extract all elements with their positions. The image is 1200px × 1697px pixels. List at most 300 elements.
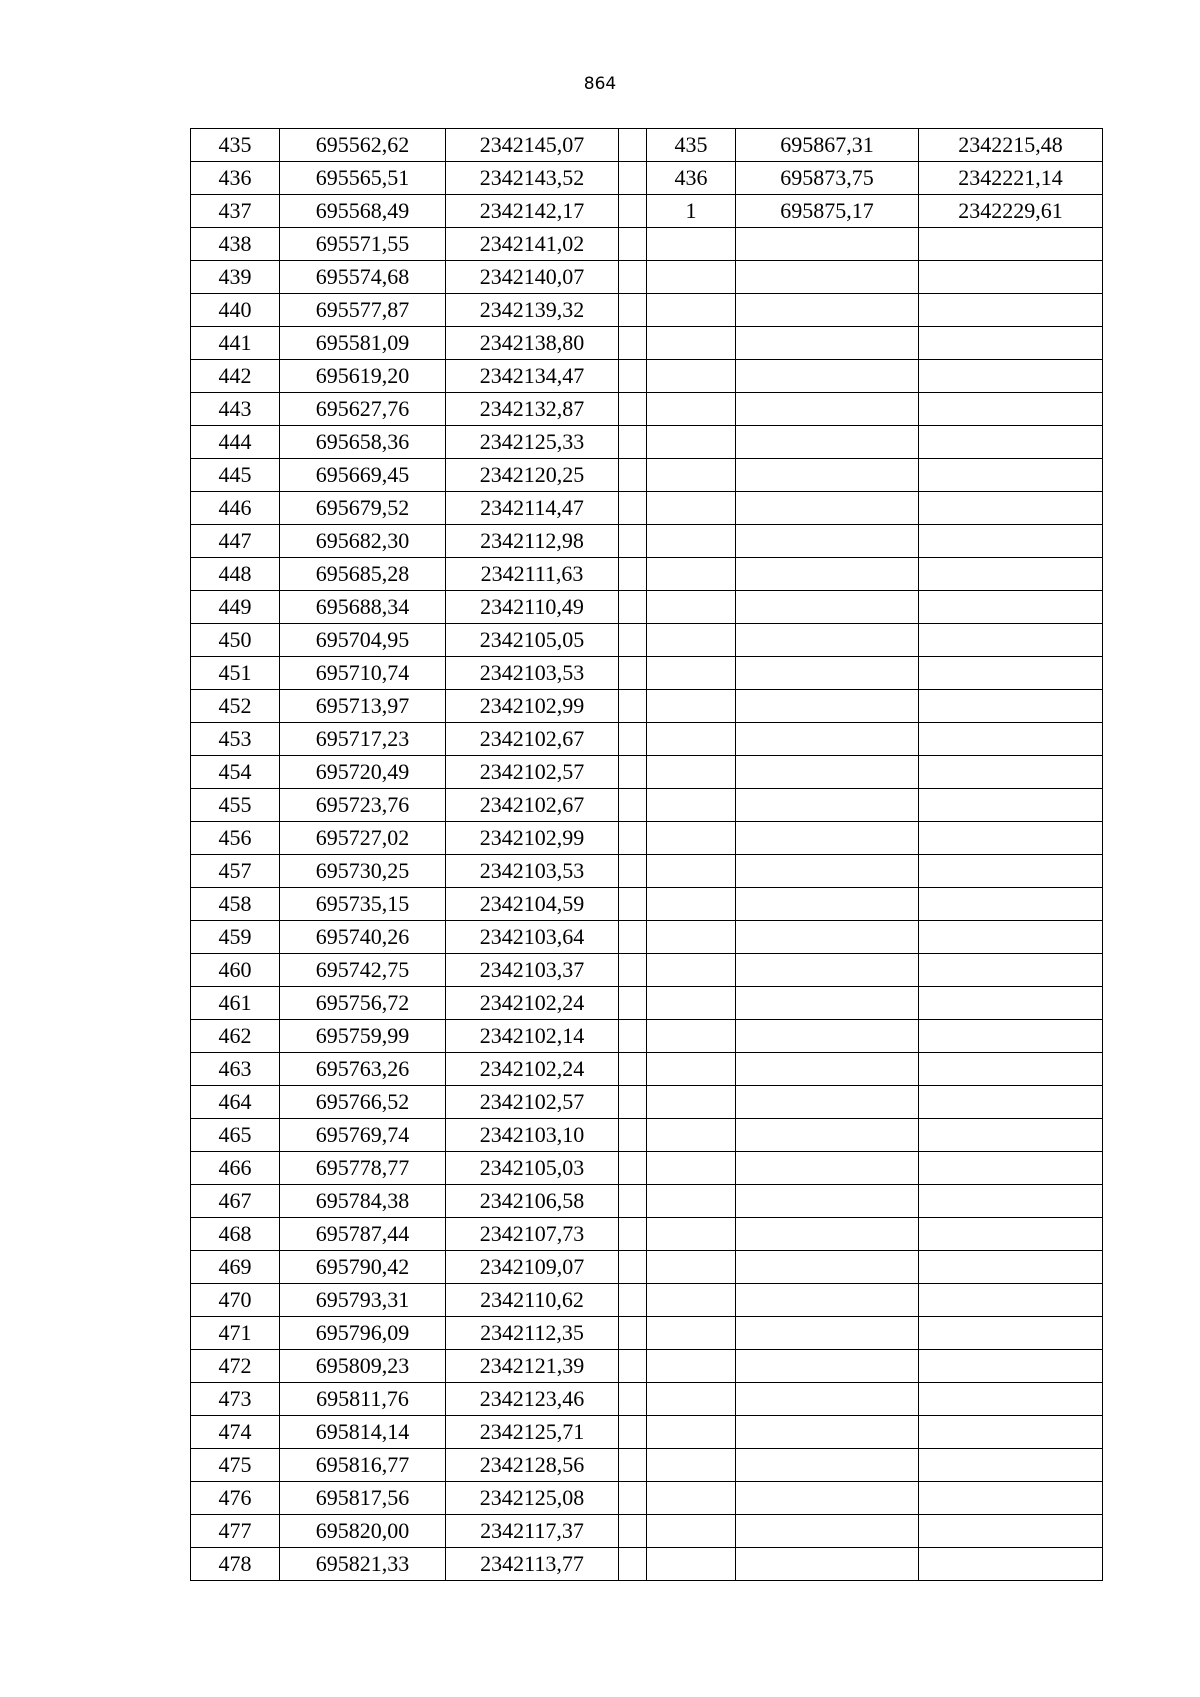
right-point-number (647, 1515, 736, 1548)
table-row (191, 921, 1103, 954)
right-y-coordinate (919, 855, 1103, 888)
left-x-coordinate: 695574,68 (280, 261, 446, 294)
spacer-cell (619, 1218, 647, 1251)
right-y-coordinate (919, 1284, 1103, 1317)
left-point-number: 475 (191, 1449, 280, 1482)
spacer-cell (619, 492, 647, 525)
left-x-coordinate: 695759,99 (280, 1020, 446, 1053)
left-y-coordinate: 2342125,08 (446, 1482, 619, 1515)
spacer-cell (619, 1119, 647, 1152)
right-x-coordinate (736, 1317, 919, 1350)
spacer-cell (619, 1416, 647, 1449)
right-point-number (647, 327, 736, 360)
left-point-number: 470 (191, 1284, 280, 1317)
left-y-coordinate: 2342112,98 (446, 525, 619, 558)
right-point-number (647, 558, 736, 591)
left-x-coordinate: 695735,15 (280, 888, 446, 921)
left-point-number: 450 (191, 624, 280, 657)
left-x-coordinate: 695562,62 (280, 129, 446, 162)
left-x-coordinate: 695790,42 (280, 1251, 446, 1284)
left-point-number: 447 (191, 525, 280, 558)
right-y-coordinate (919, 1515, 1103, 1548)
right-point-number (647, 228, 736, 261)
right-y-coordinate (919, 1548, 1103, 1581)
right-y-coordinate: 2342215,48 (919, 129, 1103, 162)
left-x-coordinate: 695817,56 (280, 1482, 446, 1515)
left-y-coordinate: 2342103,53 (446, 657, 619, 690)
left-y-coordinate: 2342138,80 (446, 327, 619, 360)
left-x-coordinate: 695682,30 (280, 525, 446, 558)
left-point-number: 439 (191, 261, 280, 294)
left-x-coordinate: 695796,09 (280, 1317, 446, 1350)
left-y-coordinate: 2342140,07 (446, 261, 619, 294)
spacer-cell (619, 558, 647, 591)
right-y-coordinate (919, 756, 1103, 789)
right-y-coordinate (919, 1020, 1103, 1053)
table-row (191, 1284, 1103, 1317)
left-y-coordinate: 2342103,53 (446, 855, 619, 888)
spacer-cell (619, 228, 647, 261)
right-point-number: 435 (647, 129, 736, 162)
right-x-coordinate (736, 1218, 919, 1251)
table-row (191, 789, 1103, 822)
left-y-coordinate: 2342106,58 (446, 1185, 619, 1218)
table-row (191, 1185, 1103, 1218)
coordinates-table-body (191, 129, 1103, 1581)
right-x-coordinate (736, 1119, 919, 1152)
page-number: 864 (583, 74, 617, 94)
left-point-number: 443 (191, 393, 280, 426)
table-row (191, 327, 1103, 360)
spacer-cell (619, 1284, 647, 1317)
left-x-coordinate: 695769,74 (280, 1119, 446, 1152)
right-y-coordinate (919, 624, 1103, 657)
left-point-number: 463 (191, 1053, 280, 1086)
left-x-coordinate: 695658,36 (280, 426, 446, 459)
table-row (191, 525, 1103, 558)
right-point-number (647, 657, 736, 690)
spacer-cell (619, 888, 647, 921)
right-x-coordinate: 695867,31 (736, 129, 919, 162)
right-x-coordinate (736, 1053, 919, 1086)
spacer-cell (619, 591, 647, 624)
left-y-coordinate: 2342143,52 (446, 162, 619, 195)
left-x-coordinate: 695679,52 (280, 492, 446, 525)
right-x-coordinate (736, 756, 919, 789)
left-point-number: 448 (191, 558, 280, 591)
spacer-cell (619, 162, 647, 195)
table-row (191, 723, 1103, 756)
left-point-number: 464 (191, 1086, 280, 1119)
spacer-cell (619, 954, 647, 987)
right-point-number (647, 591, 736, 624)
right-y-coordinate (919, 1218, 1103, 1251)
right-x-coordinate: 695875,17 (736, 195, 919, 228)
right-x-coordinate (736, 1548, 919, 1581)
right-y-coordinate (919, 591, 1103, 624)
left-x-coordinate: 695577,87 (280, 294, 446, 327)
left-point-number: 460 (191, 954, 280, 987)
left-x-coordinate: 695619,20 (280, 360, 446, 393)
table-row (191, 591, 1103, 624)
left-point-number: 442 (191, 360, 280, 393)
spacer-cell (619, 987, 647, 1020)
left-point-number: 469 (191, 1251, 280, 1284)
spacer-cell (619, 1185, 647, 1218)
right-point-number (647, 789, 736, 822)
left-y-coordinate: 2342107,73 (446, 1218, 619, 1251)
left-point-number: 472 (191, 1350, 280, 1383)
right-y-coordinate (919, 1185, 1103, 1218)
table-row (191, 228, 1103, 261)
left-x-coordinate: 695730,25 (280, 855, 446, 888)
right-point-number (647, 492, 736, 525)
right-x-coordinate (736, 1284, 919, 1317)
spacer-cell (619, 525, 647, 558)
right-x-coordinate (736, 327, 919, 360)
right-point-number (647, 1185, 736, 1218)
left-x-coordinate: 695793,31 (280, 1284, 446, 1317)
right-point-number (647, 1416, 736, 1449)
right-x-coordinate (736, 657, 919, 690)
right-x-coordinate (736, 1020, 919, 1053)
left-x-coordinate: 695816,77 (280, 1449, 446, 1482)
left-x-coordinate: 695787,44 (280, 1218, 446, 1251)
right-y-coordinate (919, 1383, 1103, 1416)
left-point-number: 451 (191, 657, 280, 690)
table-row (191, 987, 1103, 1020)
left-x-coordinate: 695581,09 (280, 327, 446, 360)
spacer-cell (619, 294, 647, 327)
left-x-coordinate: 695568,49 (280, 195, 446, 228)
left-point-number: 471 (191, 1317, 280, 1350)
right-point-number (647, 756, 736, 789)
table-row (191, 1020, 1103, 1053)
left-y-coordinate: 2342121,39 (446, 1350, 619, 1383)
left-point-number: 474 (191, 1416, 280, 1449)
left-point-number: 440 (191, 294, 280, 327)
right-x-coordinate (736, 1086, 919, 1119)
right-point-number (647, 888, 736, 921)
right-y-coordinate (919, 1152, 1103, 1185)
right-y-coordinate (919, 1251, 1103, 1284)
left-point-number: 478 (191, 1548, 280, 1581)
coordinates-table (190, 128, 1103, 1581)
spacer-cell (619, 129, 647, 162)
right-y-coordinate (919, 1449, 1103, 1482)
right-y-coordinate (919, 1317, 1103, 1350)
table-row (191, 657, 1103, 690)
spacer-cell (619, 1482, 647, 1515)
right-x-coordinate (736, 393, 919, 426)
table-row (191, 1482, 1103, 1515)
left-x-coordinate: 695821,33 (280, 1548, 446, 1581)
left-y-coordinate: 2342114,47 (446, 492, 619, 525)
left-x-coordinate: 695669,45 (280, 459, 446, 492)
right-x-coordinate (736, 690, 919, 723)
spacer-cell (619, 1548, 647, 1581)
table-row (191, 1053, 1103, 1086)
spacer-cell (619, 1152, 647, 1185)
left-x-coordinate: 695713,97 (280, 690, 446, 723)
right-x-coordinate (736, 261, 919, 294)
left-y-coordinate: 2342103,37 (446, 954, 619, 987)
right-y-coordinate: 2342229,61 (919, 195, 1103, 228)
left-y-coordinate: 2342102,57 (446, 1086, 619, 1119)
table-row (191, 492, 1103, 525)
left-x-coordinate: 695685,28 (280, 558, 446, 591)
spacer-cell (619, 1053, 647, 1086)
left-point-number: 437 (191, 195, 280, 228)
left-x-coordinate: 695809,23 (280, 1350, 446, 1383)
left-point-number: 476 (191, 1482, 280, 1515)
right-point-number (647, 1119, 736, 1152)
right-x-coordinate (736, 855, 919, 888)
right-y-coordinate (919, 888, 1103, 921)
right-point-number (647, 1383, 736, 1416)
right-point-number (647, 1317, 736, 1350)
table-row (191, 162, 1103, 195)
left-y-coordinate: 2342117,37 (446, 1515, 619, 1548)
right-point-number (647, 1284, 736, 1317)
left-point-number: 449 (191, 591, 280, 624)
left-y-coordinate: 2342103,64 (446, 921, 619, 954)
spacer-cell (619, 855, 647, 888)
left-x-coordinate: 695571,55 (280, 228, 446, 261)
spacer-cell (619, 195, 647, 228)
right-point-number (647, 1053, 736, 1086)
right-y-coordinate (919, 1086, 1103, 1119)
left-x-coordinate: 695688,34 (280, 591, 446, 624)
left-y-coordinate: 2342125,71 (446, 1416, 619, 1449)
left-point-number: 438 (191, 228, 280, 261)
right-x-coordinate (736, 558, 919, 591)
right-point-number (647, 426, 736, 459)
left-y-coordinate: 2342105,05 (446, 624, 619, 657)
left-point-number: 453 (191, 723, 280, 756)
spacer-cell (619, 1350, 647, 1383)
left-point-number: 441 (191, 327, 280, 360)
left-y-coordinate: 2342102,67 (446, 789, 619, 822)
left-point-number: 477 (191, 1515, 280, 1548)
right-x-coordinate (736, 492, 919, 525)
left-y-coordinate: 2342105,03 (446, 1152, 619, 1185)
right-y-coordinate (919, 294, 1103, 327)
left-y-coordinate: 2342102,14 (446, 1020, 619, 1053)
table-row (191, 1086, 1103, 1119)
right-x-coordinate (736, 1251, 919, 1284)
table-row (191, 756, 1103, 789)
spacer-cell (619, 921, 647, 954)
table-row (191, 558, 1103, 591)
table-row (191, 1119, 1103, 1152)
spacer-cell (619, 624, 647, 657)
table-row (191, 822, 1103, 855)
left-y-coordinate: 2342102,99 (446, 690, 619, 723)
left-y-coordinate: 2342139,32 (446, 294, 619, 327)
spacer-cell (619, 1317, 647, 1350)
right-point-number (647, 954, 736, 987)
left-y-coordinate: 2342102,24 (446, 987, 619, 1020)
right-y-coordinate (919, 657, 1103, 690)
right-y-coordinate (919, 360, 1103, 393)
right-x-coordinate (736, 1449, 919, 1482)
left-point-number: 468 (191, 1218, 280, 1251)
right-point-number (647, 525, 736, 558)
spacer-cell (619, 690, 647, 723)
left-y-coordinate: 2342112,35 (446, 1317, 619, 1350)
right-x-coordinate (736, 228, 919, 261)
right-x-coordinate (736, 360, 919, 393)
table-row (191, 855, 1103, 888)
right-y-coordinate (919, 987, 1103, 1020)
spacer-cell (619, 459, 647, 492)
right-y-coordinate (919, 954, 1103, 987)
right-point-number (647, 1251, 736, 1284)
spacer-cell (619, 327, 647, 360)
right-x-coordinate (736, 459, 919, 492)
table-row (191, 360, 1103, 393)
left-point-number: 461 (191, 987, 280, 1020)
table-row (191, 426, 1103, 459)
table-row (191, 1251, 1103, 1284)
left-x-coordinate: 695727,02 (280, 822, 446, 855)
right-x-coordinate (736, 1383, 919, 1416)
left-y-coordinate: 2342110,49 (446, 591, 619, 624)
left-point-number: 459 (191, 921, 280, 954)
right-point-number (647, 261, 736, 294)
right-x-coordinate (736, 723, 919, 756)
right-y-coordinate (919, 525, 1103, 558)
left-point-number: 473 (191, 1383, 280, 1416)
left-y-coordinate: 2342123,46 (446, 1383, 619, 1416)
left-x-coordinate: 695704,95 (280, 624, 446, 657)
right-y-coordinate (919, 822, 1103, 855)
left-y-coordinate: 2342113,77 (446, 1548, 619, 1581)
left-point-number: 456 (191, 822, 280, 855)
right-point-number (647, 1086, 736, 1119)
right-x-coordinate (736, 954, 919, 987)
left-y-coordinate: 2342102,99 (446, 822, 619, 855)
right-y-coordinate (919, 393, 1103, 426)
spacer-cell (619, 1020, 647, 1053)
left-y-coordinate: 2342132,87 (446, 393, 619, 426)
left-point-number: 444 (191, 426, 280, 459)
table-row (191, 1152, 1103, 1185)
right-y-coordinate (919, 1416, 1103, 1449)
table-row (191, 261, 1103, 294)
left-y-coordinate: 2342120,25 (446, 459, 619, 492)
table-row (191, 1350, 1103, 1383)
left-point-number: 436 (191, 162, 280, 195)
left-y-coordinate: 2342111,63 (446, 558, 619, 591)
left-y-coordinate: 2342102,57 (446, 756, 619, 789)
left-y-coordinate: 2342145,07 (446, 129, 619, 162)
left-x-coordinate: 695763,26 (280, 1053, 446, 1086)
left-x-coordinate: 695720,49 (280, 756, 446, 789)
left-y-coordinate: 2342110,62 (446, 1284, 619, 1317)
left-y-coordinate: 2342102,24 (446, 1053, 619, 1086)
right-x-coordinate: 695873,75 (736, 162, 919, 195)
left-x-coordinate: 695811,76 (280, 1383, 446, 1416)
right-y-coordinate (919, 1482, 1103, 1515)
right-x-coordinate (736, 888, 919, 921)
table-row (191, 1317, 1103, 1350)
spacer-cell (619, 756, 647, 789)
left-point-number: 435 (191, 129, 280, 162)
right-point-number (647, 1449, 736, 1482)
right-y-coordinate (919, 327, 1103, 360)
spacer-cell (619, 723, 647, 756)
left-x-coordinate: 695627,76 (280, 393, 446, 426)
right-x-coordinate (736, 921, 919, 954)
left-x-coordinate: 695814,14 (280, 1416, 446, 1449)
table-row (191, 294, 1103, 327)
right-y-coordinate (919, 228, 1103, 261)
left-point-number: 458 (191, 888, 280, 921)
left-y-coordinate: 2342125,33 (446, 426, 619, 459)
spacer-cell (619, 1086, 647, 1119)
right-y-coordinate: 2342221,14 (919, 162, 1103, 195)
table-row (191, 1515, 1103, 1548)
right-y-coordinate (919, 690, 1103, 723)
left-x-coordinate: 695723,76 (280, 789, 446, 822)
right-y-coordinate (919, 723, 1103, 756)
spacer-cell (619, 426, 647, 459)
right-y-coordinate (919, 1119, 1103, 1152)
right-x-coordinate (736, 1416, 919, 1449)
left-x-coordinate: 695740,26 (280, 921, 446, 954)
right-point-number (647, 294, 736, 327)
table-row (191, 129, 1103, 162)
right-x-coordinate (736, 294, 919, 327)
spacer-cell (619, 1383, 647, 1416)
table-row (191, 888, 1103, 921)
left-y-coordinate: 2342141,02 (446, 228, 619, 261)
right-x-coordinate (736, 1350, 919, 1383)
right-point-number (647, 1350, 736, 1383)
left-x-coordinate: 695565,51 (280, 162, 446, 195)
spacer-cell (619, 657, 647, 690)
right-x-coordinate (736, 987, 919, 1020)
left-y-coordinate: 2342128,56 (446, 1449, 619, 1482)
table-row (191, 393, 1103, 426)
right-point-number: 436 (647, 162, 736, 195)
right-point-number (647, 822, 736, 855)
right-y-coordinate (919, 492, 1103, 525)
left-point-number: 466 (191, 1152, 280, 1185)
right-x-coordinate (736, 426, 919, 459)
left-x-coordinate: 695756,72 (280, 987, 446, 1020)
table-row (191, 459, 1103, 492)
right-point-number (647, 987, 736, 1020)
right-x-coordinate (736, 1482, 919, 1515)
right-x-coordinate (736, 1515, 919, 1548)
right-point-number (647, 723, 736, 756)
right-point-number (647, 1548, 736, 1581)
left-x-coordinate: 695766,52 (280, 1086, 446, 1119)
right-point-number (647, 459, 736, 492)
spacer-cell (619, 1515, 647, 1548)
spacer-cell (619, 1449, 647, 1482)
spacer-cell (619, 261, 647, 294)
left-point-number: 465 (191, 1119, 280, 1152)
table-row (191, 1449, 1103, 1482)
right-point-number (647, 1020, 736, 1053)
right-y-coordinate (919, 261, 1103, 294)
table-row (191, 954, 1103, 987)
right-point-number (647, 360, 736, 393)
